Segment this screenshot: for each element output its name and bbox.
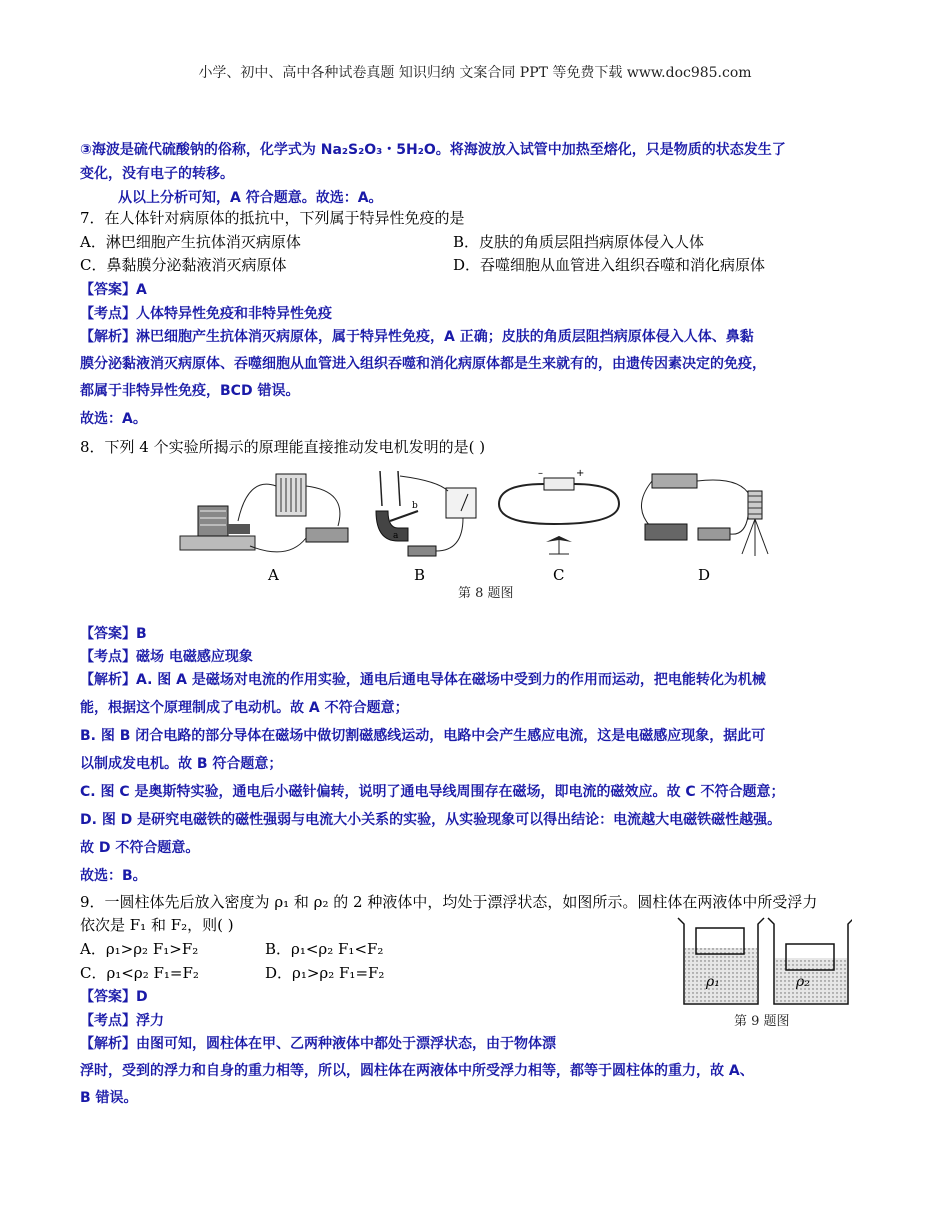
q9-option-b: B．ρ₁<ρ₂ F₁<F₂ — [265, 940, 384, 958]
q8-analysis: D. 图 D 是研究电磁铁的磁性强弱与电流大小关系的实验，从实验现象可以得出结论：电流越大电磁铁磁性越强。 — [80, 812, 782, 828]
figure-c-label: C — [553, 566, 565, 584]
analysis-line: 变化，没有电子的转移。 — [80, 166, 234, 182]
question-9-stem: 9．一圆柱体先后放入密度为 ρ₁ 和 ρ₂ 的 2 种液体中，均处于漂浮状态，如图所示。圆柱体在两液体中所受浮力 — [80, 893, 818, 911]
q8-analysis: B. 图 B 闭合电路的部分导体在磁场中做切割磁感线运动，电路中会产生感应电流，这是电磁感应现象，据此可 — [80, 728, 766, 744]
figure-9-beakers — [672, 912, 852, 1012]
q7-option-d: D．吞噬细胞从血管进入组织吞噬和消化病原体 — [453, 256, 766, 274]
q7-analysis: 【解析】淋巴细胞产生抗体消灭病原体，属于特异性免疫，A 正确；皮肤的角质层阻挡病原体侵入人体、鼻黏 — [80, 329, 754, 345]
analysis-line: 从以上分析可知，A 符合题意。故选：A。 — [118, 190, 383, 206]
figure-8-caption: 第 8 题图 — [458, 586, 514, 601]
figure-b-induction-experiment — [368, 466, 488, 566]
q7-option-b: B．皮肤的角质层阻挡病原体侵入人体 — [453, 233, 705, 251]
q9-option-a: A．ρ₁>ρ₂ F₁>F₂ — [80, 940, 199, 958]
q9-analysis: 浮时，受到的浮力和自身的重力相等，所以，圆柱体在两液体中所受浮力相等，都等于圆柱体的重力，故 A、 — [80, 1063, 754, 1079]
page-header: 小学、初中、高中各种试卷真题 知识归纳 文案合同 PPT 等免费下载 www.doc985.com — [198, 65, 752, 81]
svg-text:–: – — [538, 468, 543, 479]
rho1-label: ρ₁ — [706, 974, 720, 990]
svg-text:a: a — [393, 531, 399, 541]
q9-analysis: 【解析】由图可知，圆柱体在甲、乙两种液体中都处于漂浮状态，由于物体漂 — [80, 1036, 556, 1052]
q7-choose: 故选：A。 — [80, 411, 147, 427]
q8-analysis: 故 D 不符合题意。 — [80, 840, 200, 856]
q7-analysis: 膜分泌黏液消灭病原体、吞噬细胞从血管进入组织吞噬和消化病原体都是生来就有的，由遗传因素决定的免疫， — [80, 356, 766, 372]
q9-point: 【考点】浮力 — [80, 1013, 164, 1029]
q9-option-c: C．ρ₁<ρ₂ F₁=F₂ — [80, 964, 199, 982]
q8-analysis: 【解析】A. 图 A 是磁场对电流的作用实验，通电后通电导体在磁场中受到力的作用而运动，把电能转化为机械 — [80, 672, 766, 688]
figure-d-label: D — [698, 566, 711, 584]
svg-text:+: + — [576, 468, 585, 479]
q8-analysis: 能，根据这个原理制成了电动机。故 A 不符合题意； — [80, 700, 409, 716]
q7-answer: 【答案】A — [80, 282, 147, 298]
figure-9-caption: 第 9 题图 — [734, 1014, 790, 1029]
question-9-stem: 依次是 F₁ 和 F₂，则( ) — [80, 916, 234, 934]
q8-answer: 【答案】B — [80, 626, 147, 642]
analysis-line: ③海波是硫代硫酸钠的俗称，化学式为 Na₂S₂O₃・5H₂O。将海波放入试管中加热至熔化，只是物质的状态发生了 — [80, 142, 786, 158]
q7-option-a: A．淋巴细胞产生抗体消灭病原体 — [80, 233, 301, 251]
q8-analysis: C. 图 C 是奥斯特实验，通电后小磁针偏转，说明了通电导线周围存在磁场，即电流的磁效应。故 C 不符合题意； — [80, 784, 785, 800]
figure-d-electromagnet-experiment — [630, 466, 780, 566]
q7-analysis: 都属于非特异性免疫，BCD 错误。 — [80, 383, 300, 399]
figure-a-label: A — [268, 566, 279, 584]
q8-point: 【考点】磁场 电磁感应现象 — [80, 649, 253, 665]
svg-text:b: b — [412, 501, 418, 511]
figure-c-oersted-experiment — [494, 466, 624, 561]
q7-option-c: C．鼻黏膜分泌黏液消灭病原体 — [80, 256, 287, 274]
rho2-label: ρ₂ — [796, 974, 810, 990]
q9-analysis: B 错误。 — [80, 1090, 138, 1106]
question-7-stem: 7．在人体针对病原体的抵抗中，下列属于特异性免疫的是 — [80, 209, 465, 227]
q8-analysis: 以制成发电机。故 B 符合题意； — [80, 756, 283, 772]
q9-answer: 【答案】D — [80, 989, 148, 1005]
question-8-stem: 8．下列 4 个实验所揭示的原理能直接推动发电机发明的是( ) — [80, 438, 486, 456]
figure-a-motor-experiment — [178, 466, 363, 566]
figure-b-label: B — [414, 566, 426, 584]
q8-choose: 故选：B。 — [80, 868, 147, 884]
q9-option-d: D．ρ₁>ρ₂ F₁=F₂ — [265, 964, 385, 982]
q7-point: 【考点】人体特异性免疫和非特异性免疫 — [80, 306, 332, 322]
